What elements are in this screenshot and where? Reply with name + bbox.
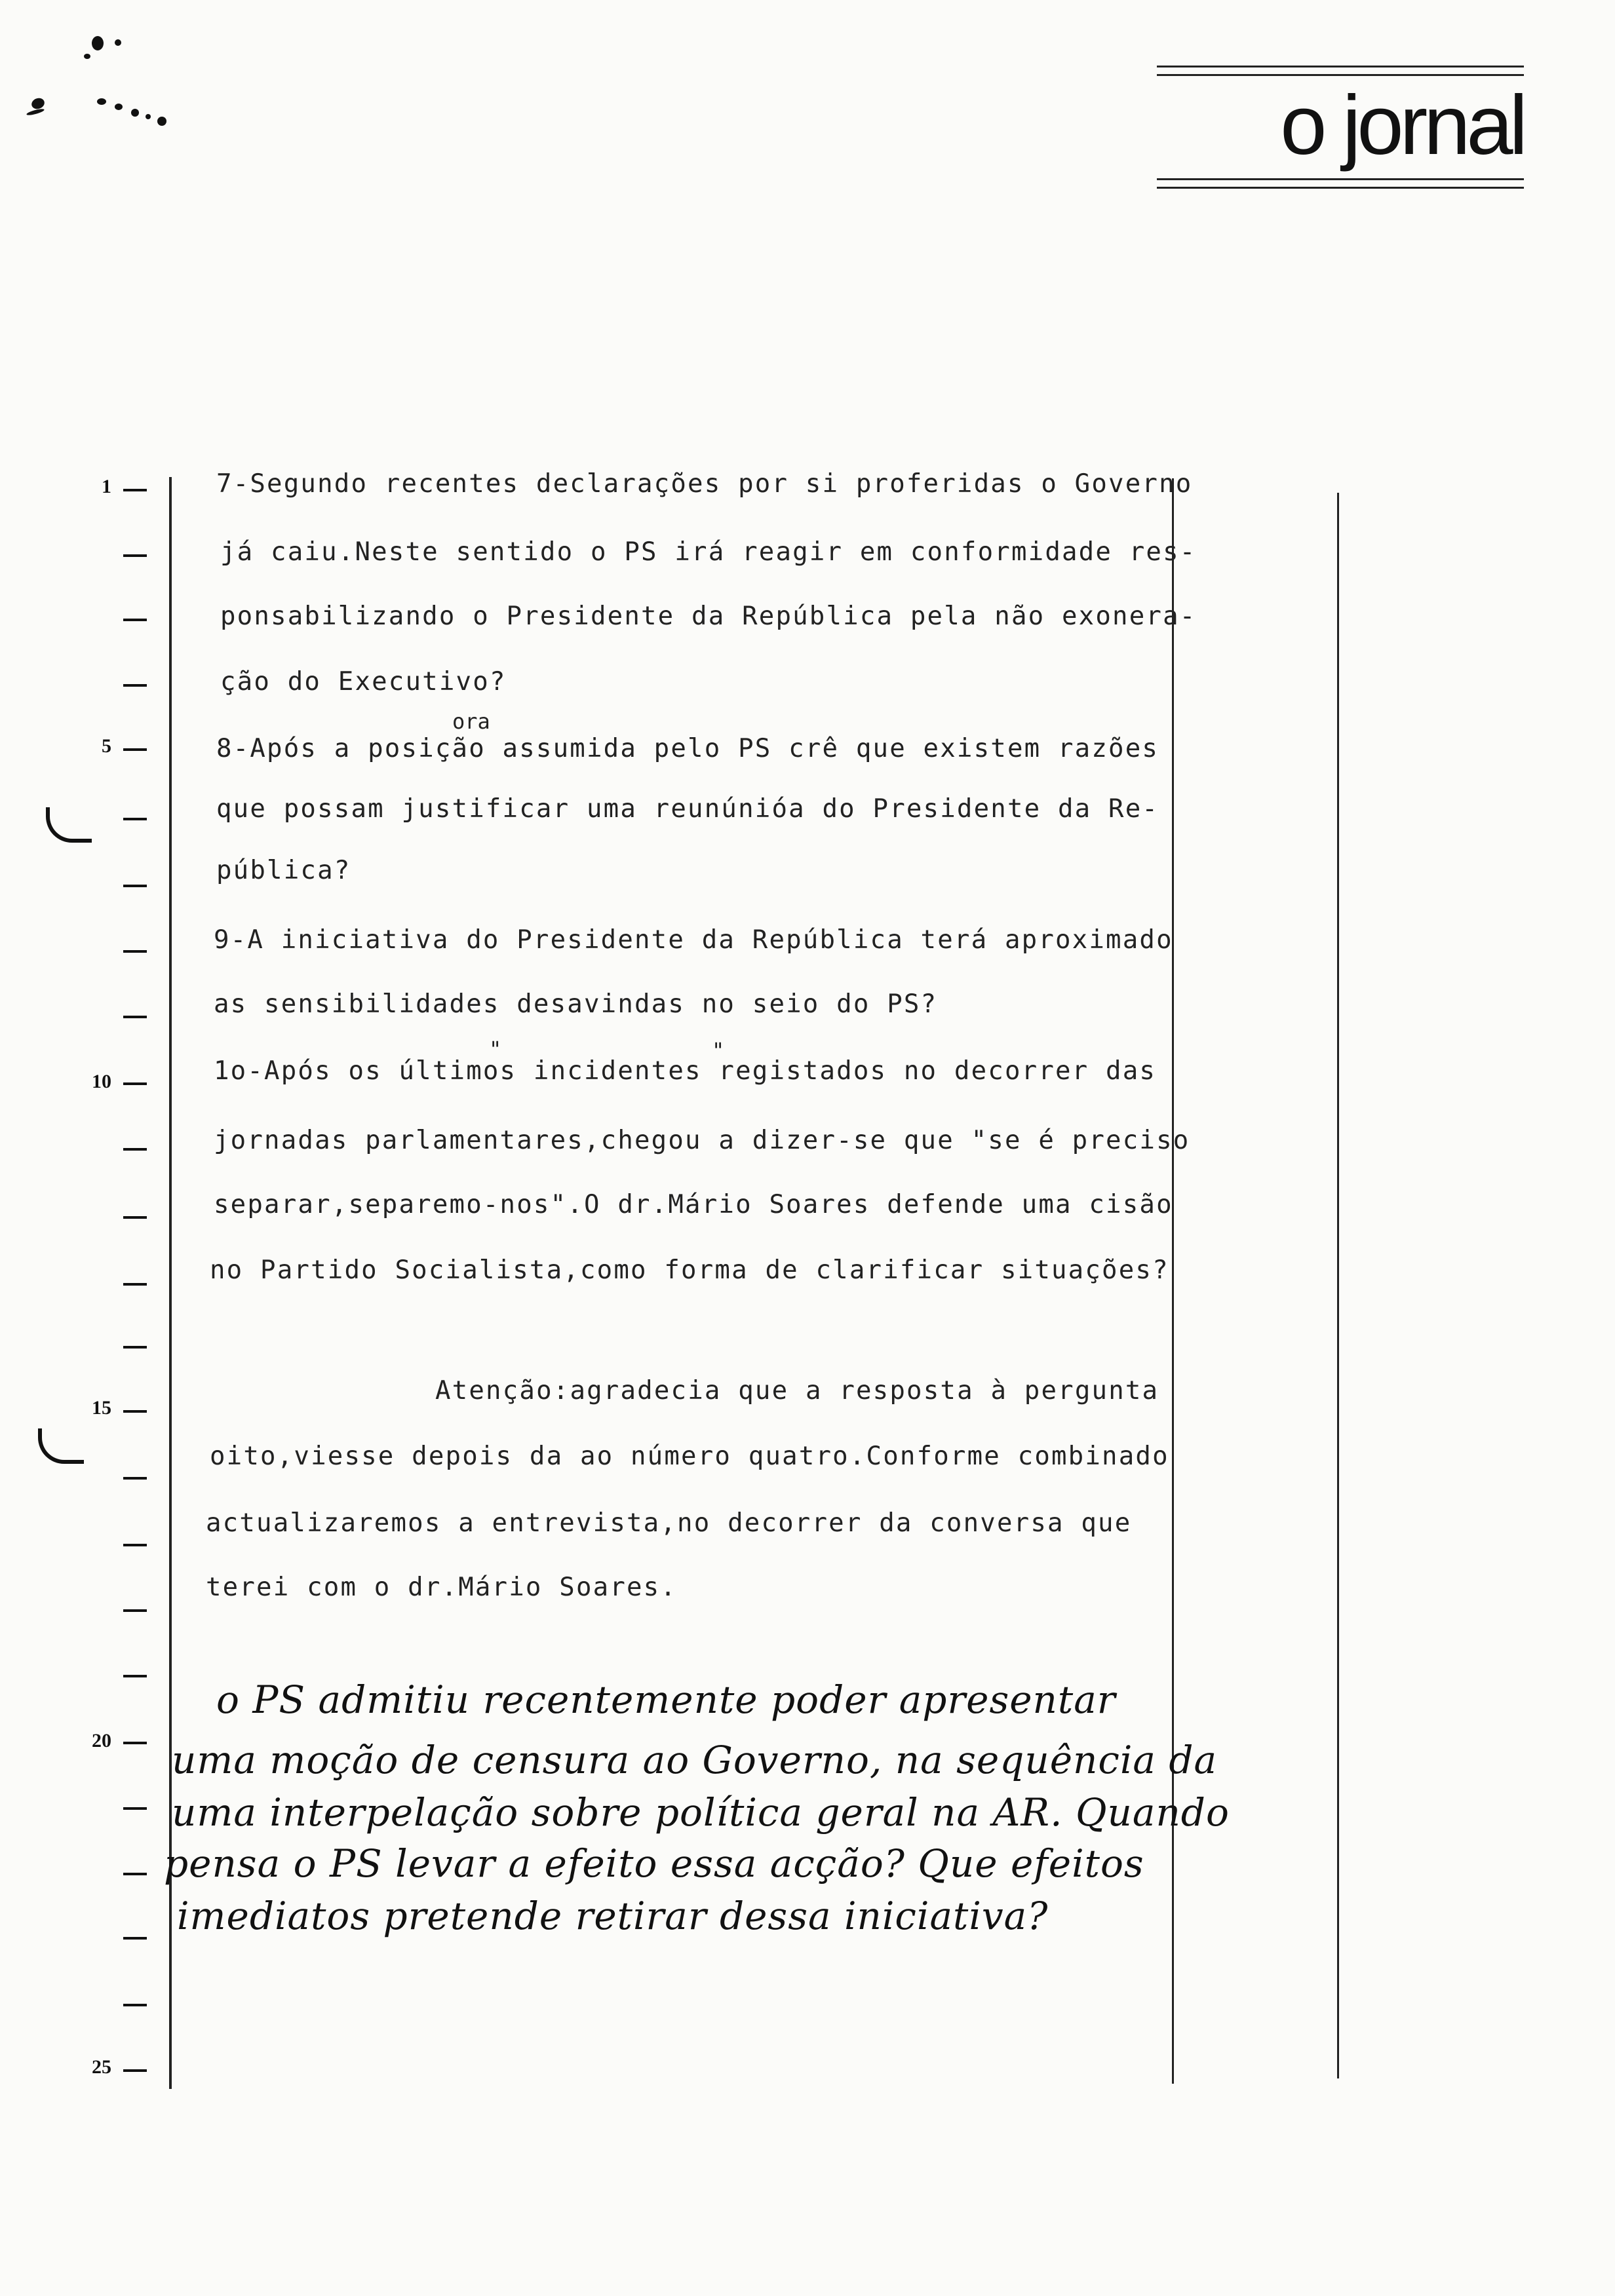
punch-hole-mark [46,807,92,843]
typed-line: 8-Após a posição assumida pelo PS crê que existem razões [216,734,1159,763]
handwritten-line: pensa o PS levar a efeito essa acção? Que efeitos [164,1841,1144,1886]
typed-line: ção do Executivo? [220,667,507,697]
inserted-word: ora [452,709,490,734]
typed-line: ponsabilizando o Presidente da República pela não exonera- [220,602,1197,631]
line-tick [123,1148,147,1151]
line-tick [123,2004,147,2006]
line-tick [123,1873,147,1875]
line-tick [123,1216,147,1219]
line-tick [123,1609,147,1612]
line-tick [123,1346,147,1349]
masthead-rule-top [1157,66,1524,76]
handwritten-line: o PS admitiu recentemente poder apresentar [216,1677,1116,1722]
typed-line: 7-Segundo recentes declarações por si proferidas o Governo [216,469,1193,499]
line-tick [123,1937,147,1940]
ink-blot [146,114,151,119]
inserted-quote: " [489,1037,502,1062]
line-tick [123,489,147,491]
typed-line: oito,viesse depois da ao número quatro.Conforme combinado [210,1442,1169,1471]
line-tick [123,818,147,820]
ink-blot [92,36,104,50]
line-tick [123,885,147,887]
ink-blot [131,109,139,117]
typed-line: que possam justificar uma reunúnióa do Presidente da Re- [216,794,1159,824]
line-tick [123,748,147,751]
line-tick [123,2069,147,2072]
ink-blot [115,104,123,110]
line-number: 1 [102,476,111,497]
ink-blot [157,117,166,126]
typed-line: actualizaremos a entrevista,no decorrer da conversa que [206,1508,1132,1538]
line-tick [123,950,147,953]
typed-line: 1o-Após os últimos incidentes registados no decorrer das [214,1056,1157,1086]
typed-line: jornadas parlamentares,chegou a dizer-se que "se é preciso [214,1126,1190,1155]
line-tick [123,684,147,687]
line-tick [123,1410,147,1413]
typed-line: Atenção:agradecia que a resposta à pergunta [435,1376,1159,1406]
line-tick [123,1016,147,1018]
inserted-quote: " [712,1038,725,1063]
right-margin-rule [1172,478,1174,2084]
line-number: 10 [92,1071,111,1092]
line-tick [123,1283,147,1286]
masthead-title: o jornal [1280,79,1524,172]
masthead-rule-bottom [1157,178,1524,189]
masthead [1157,66,1524,190]
right-margin-rule-outer [1337,493,1339,2078]
typed-line: 9-A iniciativa do Presidente da República terá aproximado [214,925,1173,955]
handwritten-line: imediatos pretende retirar dessa iniciativa? [177,1894,1049,1938]
line-number: 5 [102,735,111,757]
line-tick [123,554,147,557]
ink-blot [97,98,106,105]
typed-line: terei com o dr.Mário Soares. [206,1573,678,1602]
typed-line: no Partido Socialista,como forma de clarificar situações? [210,1255,1169,1285]
line-tick [123,1742,147,1744]
punch-hole-mark [38,1428,84,1464]
line-tick [123,1477,147,1480]
typed-line: pública? [216,856,351,885]
line-tick [123,1675,147,1677]
line-tick [123,1807,147,1810]
typed-line: já caiu.Neste sentido o PS irá reagir em conformidade res- [220,537,1197,567]
line-tick [123,1082,147,1085]
handwritten-line: uma interpelação sobre política geral na AR. Quando [172,1790,1230,1835]
line-tick [123,619,147,621]
handwritten-line: uma moção de censura ao Governo, na sequência da [172,1738,1218,1782]
line-number: 20 [92,1730,111,1751]
ink-blot [84,54,90,59]
typed-line: as sensibilidades desavindas no seio do PS? [214,989,938,1019]
line-number: 15 [92,1397,111,1419]
line-number: 25 [92,2056,111,2078]
line-tick [123,1544,147,1546]
typed-line: separar,separemo-nos".O dr.Mário Soares defende uma cisão [214,1190,1173,1219]
ink-blot [115,39,121,46]
